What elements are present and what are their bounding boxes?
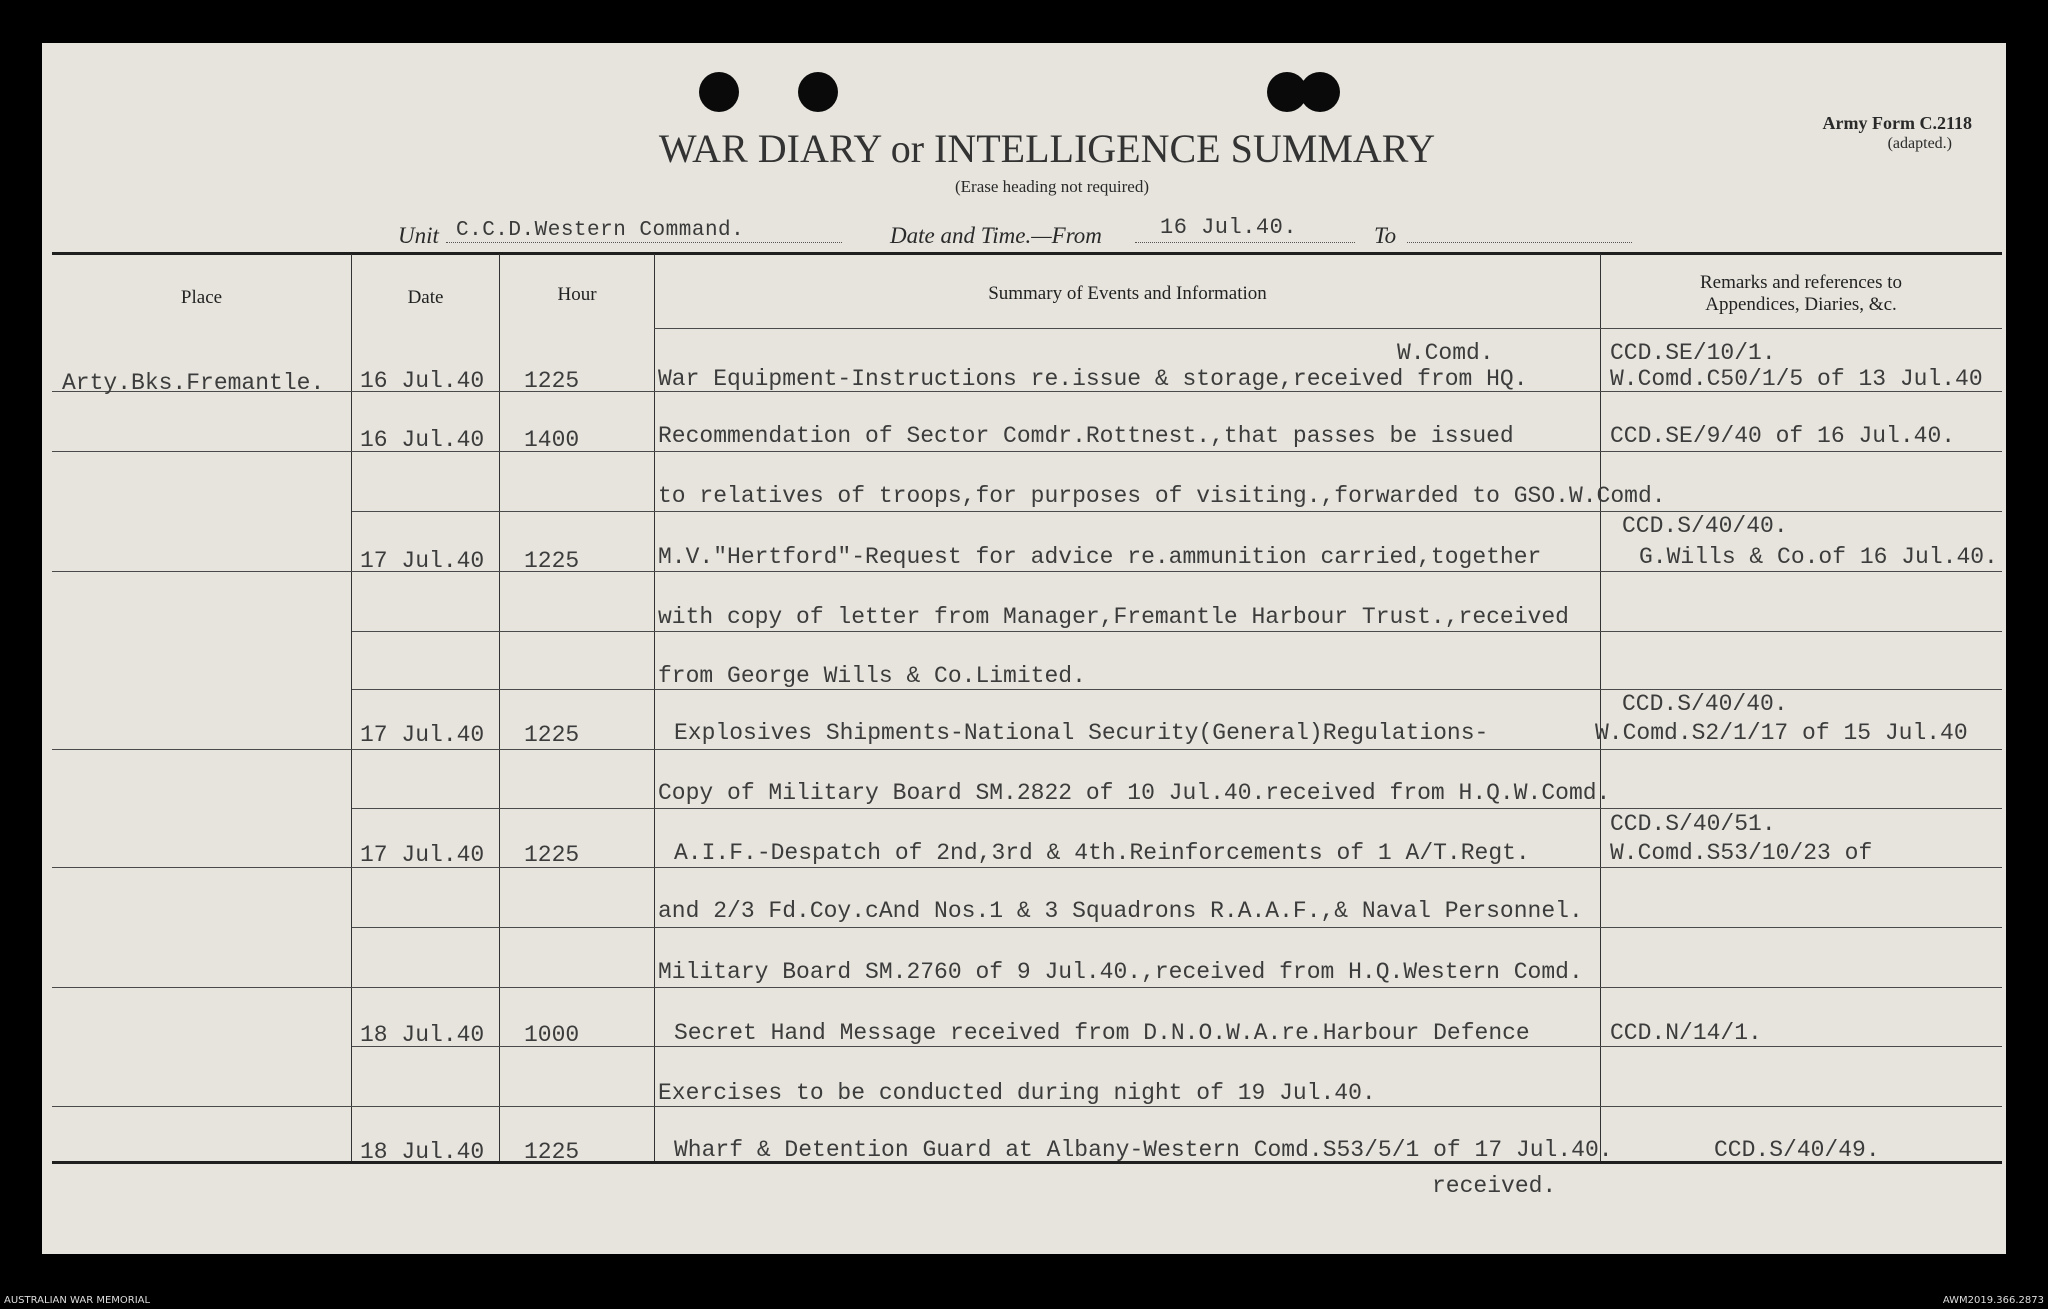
entry-note: W.Comd. xyxy=(1397,340,1494,366)
column-header-place: Place xyxy=(180,287,223,308)
row-rule xyxy=(654,328,2002,329)
entry-hour: 1225 xyxy=(524,842,580,868)
column-header-remarks: Remarks and references to xyxy=(1699,272,1903,293)
entry-remark: CCD.N/14/1. xyxy=(1610,1020,1762,1046)
table-top-border xyxy=(52,252,2002,255)
entry-date: 18 Jul.40 xyxy=(360,1139,485,1165)
entry-remark: CCD.S/40/51. xyxy=(1610,811,1776,837)
entry-text: Copy of Military Board SM.2822 of 10 Jul.40.received from H.Q.W.Comd. xyxy=(658,780,1611,806)
entry-date: 16 Jul.40 xyxy=(360,427,485,453)
column-header-hour: Hour xyxy=(557,284,597,305)
entry-text: and 2/3 Fd.Coy.cAnd Nos.1 & 3 Squadrons R.A.A.F.,& Naval Personnel. xyxy=(658,898,1583,924)
entry-text: received. xyxy=(1432,1173,1557,1199)
unit-value: C.C.D.Western Command. xyxy=(456,219,745,242)
form-number: Army Form C.2118 xyxy=(1822,113,1972,133)
unit-underline xyxy=(446,242,842,243)
entry-remark: CCD.S/40/40. xyxy=(1622,691,1788,717)
form-note: (adapted.) xyxy=(1887,135,1952,152)
column-header-date: Date xyxy=(407,287,444,308)
row-rule xyxy=(352,631,2002,632)
entry-remark: CCD.SE/9/40 of 16 Jul.40. xyxy=(1610,423,1956,449)
entry-text: A.I.F.-Despatch of 2nd,3rd & 4th.Reinforcements of 1 A/T.Regt. xyxy=(674,840,1530,866)
entry-hour: 1225 xyxy=(524,368,580,394)
entry-date: 17 Jul.40 xyxy=(360,722,485,748)
form-subtitle: (Erase heading not required) xyxy=(955,177,1149,196)
entry-date: 17 Jul.40 xyxy=(360,842,485,868)
entry-hour: 1225 xyxy=(524,722,580,748)
row-rule xyxy=(52,987,2002,988)
entry-text: M.V."Hertford"-Request for advice re.ammunition carried,together xyxy=(658,544,1542,570)
column-header-summary: Summary of Events and Information xyxy=(988,283,1267,304)
from-value: 16 Jul.40. xyxy=(1160,215,1298,240)
entry-text: Secret Hand Message received from D.N.O.W.A.re.Harbour Defence xyxy=(674,1020,1530,1046)
entry-text: from George Wills & Co.Limited. xyxy=(658,663,1086,689)
entry-hour: 1225 xyxy=(524,1139,580,1165)
archive-footer xyxy=(0,1295,2048,1309)
entry-text: Military Board SM.2760 of 9 Jul.40.,received from H.Q.Western Comd. xyxy=(658,959,1583,985)
archive-credit: AUSTRALIAN WAR MEMORIAL xyxy=(4,1295,151,1306)
entry-remark: G.Wills & Co.of 16 Jul.40. xyxy=(1639,544,1998,570)
entry-remark: CCD.SE/10/1. xyxy=(1610,340,1776,366)
entry-hour: 1225 xyxy=(524,548,580,574)
unit-label: Unit xyxy=(398,223,439,248)
war-diary-sheet xyxy=(42,43,2006,1254)
punch-hole xyxy=(699,72,739,112)
entry-text: Recommendation of Sector Comdr.Rottnest.,that passes be issued xyxy=(658,423,1514,449)
entry-date: 17 Jul.40 xyxy=(360,548,485,574)
from-underline xyxy=(1135,242,1355,243)
row-rule xyxy=(52,749,2002,750)
entry-text: Exercises to be conducted during night of 19 Jul.40. xyxy=(658,1080,1376,1106)
row-rule xyxy=(352,1046,2002,1047)
to-label: To xyxy=(1374,223,1397,248)
column-header-remarks-2: Appendices, Diaries, &c. xyxy=(1705,294,1897,315)
entry-place: Arty.Bks.Fremantle. xyxy=(62,370,325,396)
form-title: WAR DIARY or INTELLIGENCE SUMMARY xyxy=(658,126,1436,171)
row-rule xyxy=(352,927,2002,928)
punch-hole xyxy=(1300,72,1340,112)
row-rule xyxy=(352,808,2002,809)
entry-remark: CCD.S/40/49. xyxy=(1714,1137,1880,1163)
entry-text: Explosives Shipments-National Security(General)Regulations- xyxy=(674,720,1489,746)
date-time-label: Date and Time.—From xyxy=(890,223,1102,248)
entry-text: to relatives of troops,for purposes of visiting.,forwarded to GSO.W.Comd. xyxy=(658,483,1666,509)
entry-remark: W.Comd.S2/1/17 of 15 Jul.40 xyxy=(1595,720,1968,746)
row-rule xyxy=(352,511,2002,512)
entry-remark: W.Comd.C50/1/5 of 13 Jul.40 xyxy=(1610,366,1983,392)
row-rule xyxy=(52,1106,2002,1107)
entry-hour: 1000 xyxy=(524,1022,580,1048)
punch-hole xyxy=(798,72,838,112)
to-underline xyxy=(1407,242,1632,243)
entry-text: War Equipment-Instructions re.issue & storage,received from HQ. xyxy=(658,366,1528,392)
entry-hour: 1400 xyxy=(524,427,580,453)
entry-remark: CCD.S/40/40. xyxy=(1622,513,1788,539)
row-rule xyxy=(52,451,2002,452)
entry-text: Wharf & Detention Guard at Albany-Western Comd.S53/5/1 of 17 Jul.40. xyxy=(674,1137,1613,1163)
row-rule xyxy=(52,571,2002,572)
entry-date: 16 Jul.40 xyxy=(360,368,485,394)
entry-text: with copy of letter from Manager,Fremantle Harbour Trust.,received xyxy=(658,604,1569,630)
row-rule xyxy=(52,867,2002,868)
entry-date: 18 Jul.40 xyxy=(360,1022,485,1048)
archive-reference: AWM2019.366.2873 xyxy=(1942,1295,2044,1306)
row-rule xyxy=(352,689,2002,690)
entry-remark: W.Comd.S53/10/23 of xyxy=(1610,840,1873,866)
